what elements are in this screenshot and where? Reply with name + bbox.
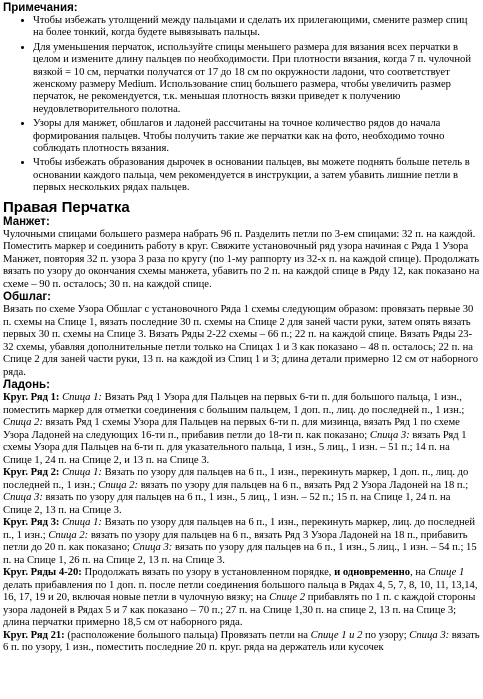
round-1 [3,392,480,467]
round-text: вязать по узору для пальцев на 6 п., вязать Ряд 2 Узора Ладоней на 18 п.; [138,479,469,491]
round-text: вязать по узору для пальцев на 6 п., 1 изн., 5 лиц., 1 изн. – 54 п.; 15 п. на Спице 1, 26 п. на Спице 2, 13 п. на Спице 3. [3,542,477,566]
notes-section [3,2,480,195]
round-label: Круг. Ряд 2: [3,467,60,479]
needle-label: Спица 2: [98,479,139,491]
round-text: вязать Ряд 1 схемы Узора для Пальцев на 6-ти п. для указательного пальца, 1 изн., 5 лиц., 1 изн. – 51 п.; 14 п. на Спице 1, 24 п. на Спице 2, и 13 п. на Спице 3. [3,429,467,466]
round-text: , на [410,567,429,579]
notes-heading: Примечания: [3,2,78,14]
round-text: Продолжать вязать по узору в установленном порядке, [81,567,335,579]
rounds-4-20 [3,567,480,630]
round-text: Вязать Ряд 1 Узора для Пальцев на первых 6-ти п. для большого пальца, 1 изн., поместить маркер для отметки соединения с большим пальцем, 1 доп. п., лиц. до последней п., 1 изн.; [3,392,465,416]
needle-label: Спица 1: [62,517,102,529]
round-label: Круг. Ряд 21: [3,629,65,641]
page-title: Правая Перчатка [3,198,130,216]
emphasis: и одновременно [334,567,411,579]
round-text: по узору; [362,629,410,641]
note-item: • Узоры для манжет, обшлагов и ладоней рассчитаны на точное количество рядов до начала формирования пальцев. Чтобы получить такие же перчатки как на фото, необходимо точно соблюдать плотность вязания. [33,118,480,155]
needle-label: Спице 1 [428,567,465,579]
round-text: вязать Ряд 1 схемы Узора для Пальцев на первых 6-ти п. для мизинца, вязать Ряд 1 по схеме Узора Ладоней на следующих 16-ти п., прибавив петли до 18-ти п. как показано; [3,417,460,441]
cuff-heading: Манжет: [3,215,50,228]
needle-label: Спице 1 и 2 [310,629,363,641]
round-label: Круг. Ряд 3: [3,517,60,529]
round-label: Круг. Ряды 4-20: [3,567,82,579]
round-2 [3,467,480,517]
round-text: вязать по узору для пальцев на 6 п., 1 изн., 5 лиц., 1 изн. – 52 п.; 15 п. на Спице 1, 24 п. на Спице 2, 13 п. на Спице 3. [3,492,451,516]
needle-label: Спица 2: [48,529,89,541]
round-text: прибавлять по 1 п. с каждой стороны узора ладоней в Рядах 5 и 7 как показано – 70 п.; 27 п. на Спице 1,30 п. на спице 2, 13 п. на Спице 3; длина перчатки примерно 18,5 см от наборного ряда. [3,592,476,629]
needle-label: Спица 1: [62,467,102,479]
cuff-text: Чулочными спицами большего размера набрать 96 п. Разделить петли по 3-ем спицами: 32 п. на каждой. Поместить маркер и соединить работу в круг. Свяжите установочный ряд узора начиная с Ряда 1 Узора Манжет, повторяя 32 п. узора 3 раза по кругу (по 1-му раппорту из 32-х п. на каждой спице). Продолжать вязать по узору до окончания схемы манжета, убавить по 2 п. на каждой спице в Ряду 12, как показано на схеме – 90 п. осталось; 30 п. на каждой спице. [3,228,480,290]
round-text: вязать по узору для пальцев на 6 п., вязать Ряд 3 Узора Ладоней на 18 п., прибавить петли до 20 п. как показано; [3,529,468,554]
needle-label: Спица 3: [409,629,450,641]
round-21 [3,630,480,655]
round-text: (расположение большого пальца) Провязать петли на [64,629,311,641]
gauntlet-text: Вязать по схеме Узора Обшлаг с установочного Ряда 1 схемы следующим образом: провязать первые 30 п. схемы на Спице 1, вязать последние 30 п. схемы на Спице 2 для заней части руки, затем опять вязать первых 30 п. схемы на Спице 3. Вязать Ряды 2-22 схемы – 66 п.; 22 п. на каждой спице. Вязать Ряды 23-32 схемы, убавляя дополнительные петли только на Спицах 1 и 3 как показано – 48 п. осталось; 22 п. на Спице 2 для заней части руки, 13 п. на каждой из Спиц 1 и 3; длина детали примерно 12 см от наборного ряда. [3,304,479,378]
round-text: вязать 6 п. по узору, 1 изн., поместить последние 20 п. круг. ряда на держатель или кусочек [3,629,480,654]
gauntlet-heading: Обшлаг: [3,291,51,304]
round-text: Вязать по узору для пальцев на 6 п., 1 изн., перекинуть маркер, 1 доп. п., лиц. до последней п., 1 изн.; [3,467,469,491]
notes-list [3,15,480,195]
round-text: делать прибавления по 1 доп. п. после петли соединения большого пальца в Рядах 4, 5, 7, 8, 10, 11, 13,14, 16, 17, 19 и 20, включая новые петли в чулочную вязку; на [3,579,478,604]
needle-label: Спица 3: [369,429,410,441]
needle-label: Спица 3: [3,492,43,504]
note-item: • Чтобы избежать образования дырочек в основании пальцев, вы можете поднять больше петель в основании каждого пальца, чем рекомендуется в инструкции, а затем убавить лишние петли в первых нескольких рядах пальцев. [33,157,480,194]
round-text: Вязать по узору для пальцев на 6 п., 1 изн., перекинуть маркер, лиц. до последней п., 1 изн.; [3,517,475,541]
round-label: Круг. Ряд 1: [3,392,60,404]
note-item: • Для уменьшения перчаток, используйте спицы меньшего размера для вязания всех перчатки в целом и измените длину пальцев по необходимости. При плотности вязания, когда 7 п. чулочной вязкой = 10 см, перчатки получатся от 17 до 18 см по окружности ладони, что соответствует женскому размеру Medium. Использование спиц большего размера, чтобы увеличить размер перчаток, не рекомендуется, т.к. меньшая плотность вязки приведет к получению неудовлетворительного полотна. [33,42,480,116]
needle-label: Спице 2 [269,592,306,604]
needle-label: Спица 3: [132,542,173,554]
note-item: • Чтобы избежать утолщений между пальцами и сделать их прилегающими, смените размер спиц на более тонкий, когда будете вывязывать пальцы. [33,15,480,40]
round-3 [3,517,480,567]
palm-heading: Ладонь: [3,379,50,392]
needle-label: Спица 2: [3,417,43,429]
needle-label: Спица 1: [62,392,102,404]
